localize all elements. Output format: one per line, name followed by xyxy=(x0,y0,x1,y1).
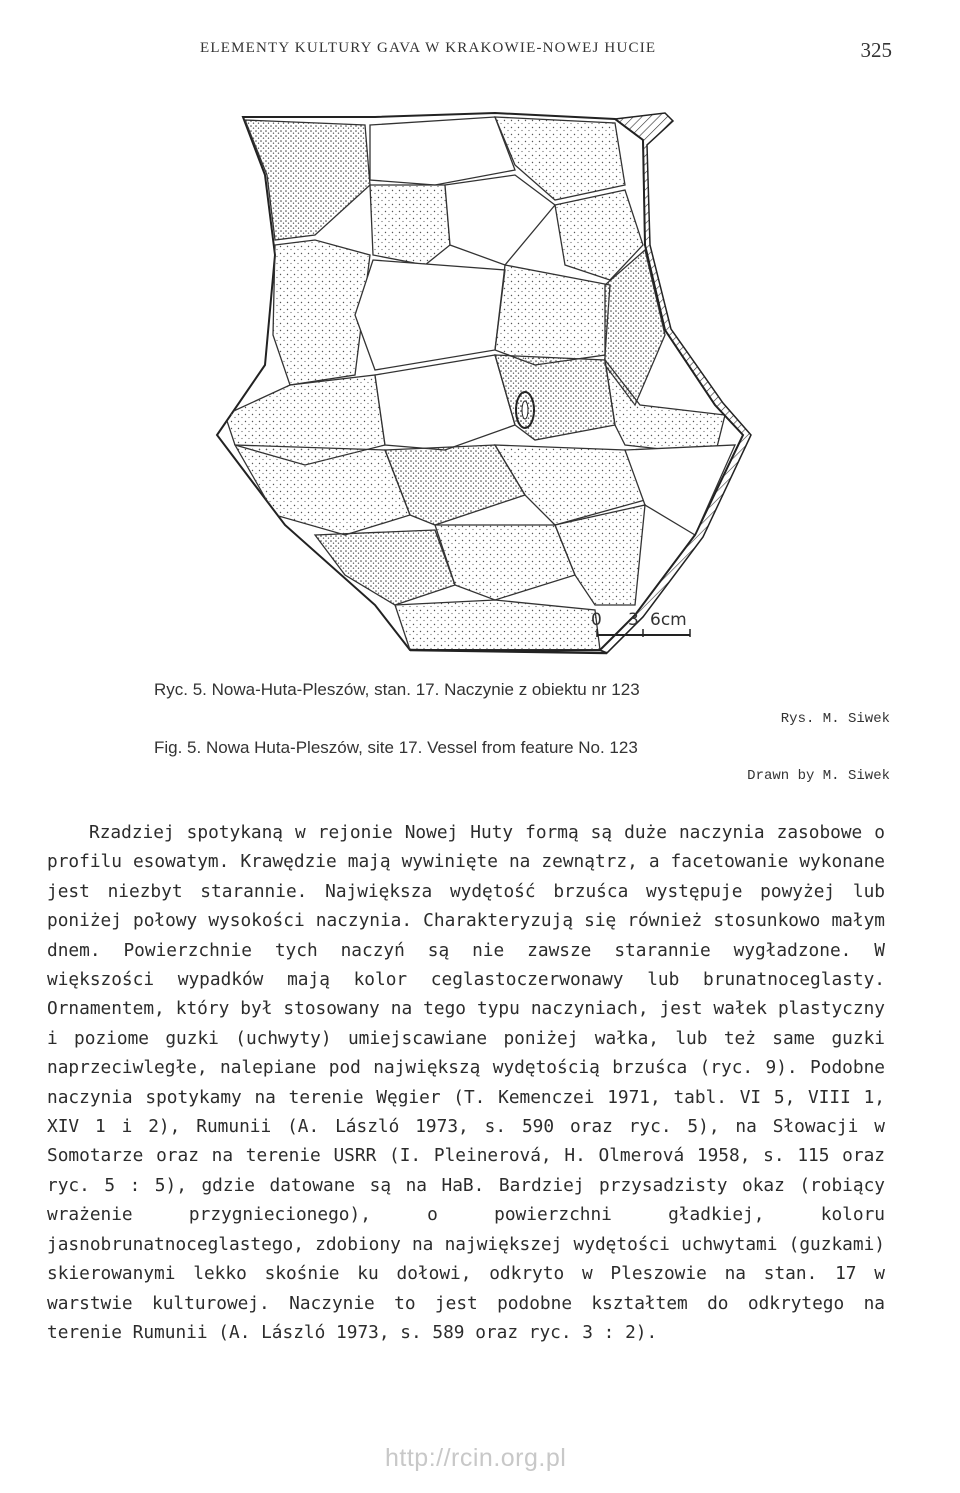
caption-english-credit: Drawn by M. Siwek xyxy=(747,768,890,784)
vessel-drawing xyxy=(195,105,775,675)
caption-polish-credit: Rys. M. Siwek xyxy=(780,711,890,727)
page-number: 325 xyxy=(860,38,892,62)
running-title: ELEMENTY KULTURY GAVA W KRAKOWIE-NOWEJ HUCIE xyxy=(200,40,657,56)
vessel-figure xyxy=(195,105,775,675)
scale-label-6cm: 6cm xyxy=(650,610,687,630)
scale-label-3: 3 xyxy=(628,610,639,630)
caption-polish: Ryc. 5. Nowa-Huta-Pleszów, stan. 17. Naczynie z obiektu nr 123 xyxy=(154,680,640,699)
body-paragraph: Rzadziej spotykaną w rejonie Nowej Huty formą są duże naczynia zasobowe o profilu esowatym. Krawędzie mają wywinięte na zewnątrz, a facetowanie wykonane jest niezbyt starannie. Największa wydętość brzuśca występuje powyżej lub poniżej połowy wysokości naczynia. Charakteryzują się również stosunkowo małym dnem. Powierzchnie tych naczyń są nie zawsze starannie wygładzone. W większości wypadków mają kolor ceglastoczerwonawy lub brunatnoceglasty. Ornamentem, który był stosowany na tego typu naczyniach, jest wałek plastyczny i poziome guzki (uchwyty) umiejscawiane poniżej wałka, lub też same guzki naprzeciwległe, nalepiane pod największą wydętością brzuśca (ryc. 9). Podobne naczynia spotykamy na terenie Węgier (T. Kemenczei 1971, tabl. VI 5, VIII 1, XIV 1 i 2), Rumunii (A. László 1973, s. 590 oraz ryc. 5), na Słowacji w Somotarze oraz na terenie USRR (I. Pleinerová, H. Olmerová 1958, s. 115 oraz ryc. 5 : 5), gdzie datowane są na HaB. Bardziej przysadzisty okaz (robiący wrażenie przygniecionego), o powierzchni gładkiej, koloru jasnobrunatnoceglastego, zdobiony na największej wydętości uchwytami (guzkami) skierowanymi lekko skośnie ku dołowi, odkryto w Pleszowie na stan. 17 w warstwie kulturowej. Naczynie to jest podobne kształtem do odkrytego na terenie Rumunii (A. László 1973, s. 589 oraz ryc. 3 : 2). xyxy=(47,822,885,1343)
scale-label-0: 0 xyxy=(591,610,602,630)
body-text xyxy=(47,818,885,1347)
watermark: http://rcin.org.pl xyxy=(385,1444,567,1472)
caption-english: Fig. 5. Nowa Huta-Pleszów, site 17. Vessel from feature No. 123 xyxy=(154,738,638,757)
